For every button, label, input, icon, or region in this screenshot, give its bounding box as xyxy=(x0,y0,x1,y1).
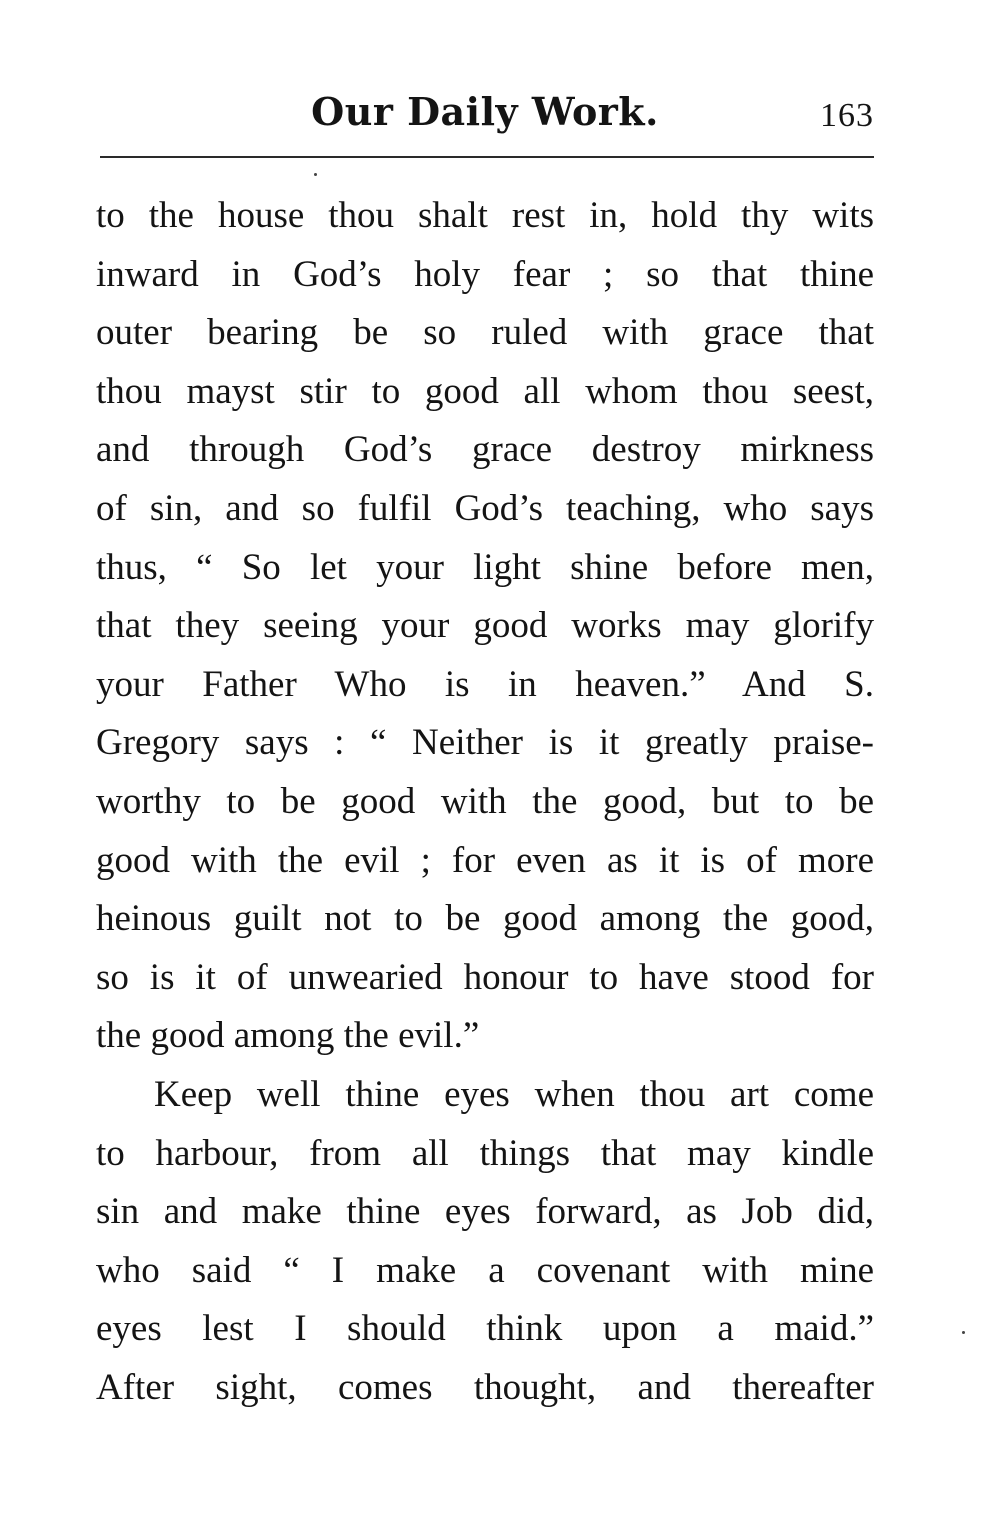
print-speck xyxy=(314,173,317,176)
header-rule xyxy=(100,156,874,158)
text-line: to harbour, from all things that may kindle xyxy=(96,1132,874,1174)
text-line: who said “ I make a covenant with mine xyxy=(96,1249,874,1291)
text-line: and through God’s grace destroy mirkness xyxy=(96,429,874,471)
text-line: to the house thou shalt rest in, hold thy wits xyxy=(96,195,874,236)
text-line: eyes lest I should think upon a maid.” xyxy=(96,1308,874,1350)
body-text xyxy=(96,187,874,1417)
text-line: inward in God’s holy fear ; so that thine xyxy=(96,253,874,295)
page-number: 163 xyxy=(820,97,874,134)
text-line: sin and make thine eyes forward, as Job did, xyxy=(96,1191,874,1233)
text-line: your Father Who is in heaven.” And S. xyxy=(96,663,874,705)
running-head xyxy=(96,88,874,148)
text-line: thus, “ So let your light shine before men, xyxy=(96,546,874,588)
text-line: so is it of unwearied honour to have stood for xyxy=(96,956,874,998)
text-line: heinous guilt not to be good among the good, xyxy=(96,898,874,940)
text-line: thou mayst stir to good all whom thou seest, xyxy=(96,370,874,412)
text-line: that they seeing your good works may glorify xyxy=(96,605,874,647)
running-title: Our Daily Work. xyxy=(311,89,659,134)
text-line: outer bearing be so ruled with grace that xyxy=(96,312,874,354)
text-line: of sin, and so fulfil God’s teaching, who says xyxy=(96,487,874,529)
text-line: Keep well thine eyes when thou art come xyxy=(154,1073,874,1115)
text-line: good with the evil ; for even as it is of more xyxy=(96,839,874,881)
text-line: the good among the evil.” xyxy=(96,1015,480,1057)
text-line: worthy to be good with the good, but to be xyxy=(96,780,874,822)
text-line: Gregory says : “ Neither is it greatly praise- xyxy=(96,722,874,764)
print-speck xyxy=(962,1331,965,1334)
text-line: After sight, comes thought, and thereafter xyxy=(96,1366,874,1408)
